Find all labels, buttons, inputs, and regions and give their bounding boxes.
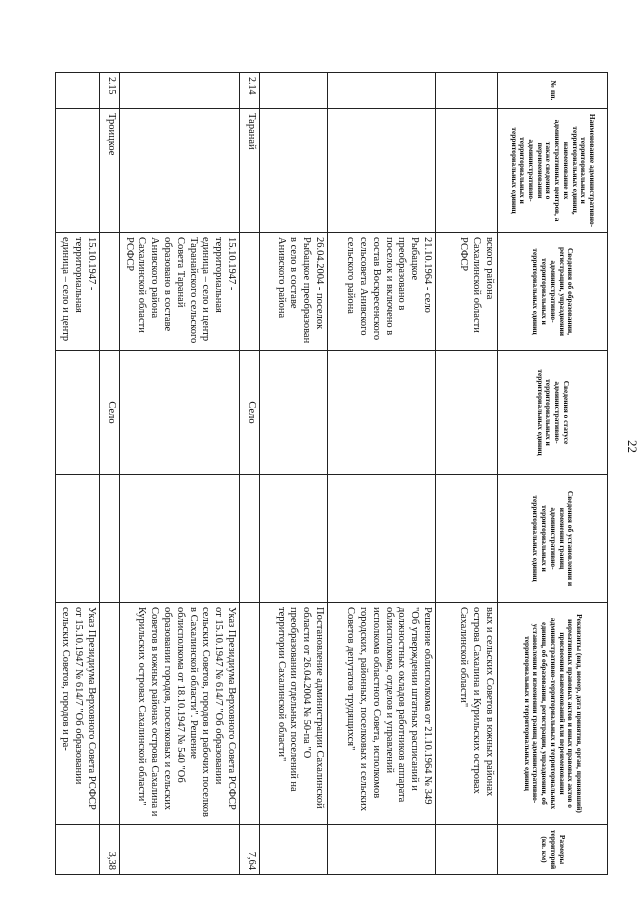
cell-num	[56, 73, 99, 109]
cell-borders	[260, 475, 328, 603]
cell-area	[328, 825, 436, 875]
registry-table	[55, 72, 608, 875]
header-name: Наименование административно-территориальных и территориальных единиц, наименование их административных центров, а также сведения о переименовании административно-территориальных и территориальных единиц	[498, 109, 608, 233]
cell-num: 2.15	[99, 73, 119, 109]
cell-area	[436, 825, 498, 875]
cell-borders	[436, 475, 498, 603]
cell-num: 2.14	[240, 73, 260, 109]
cell-num	[119, 73, 239, 109]
cell-name	[119, 109, 239, 233]
cell-formation: 21.10.1964 - село Рыбацкое преобразовано в поселок и включено в состав Воскресенского сельсовета Анивского сельского района	[328, 233, 436, 351]
cell-area: 7,64	[240, 825, 260, 875]
cell-status	[436, 351, 498, 475]
page-number: 22	[625, 440, 640, 453]
cell-name	[328, 109, 436, 233]
cell-status	[119, 351, 239, 475]
cell-acts	[240, 603, 260, 825]
table-row	[119, 73, 239, 875]
header-status: Сведения о статусе административно-территориальных и территориальных единиц	[498, 351, 608, 475]
header-area: Размеры территорий (кв. км)	[498, 825, 608, 875]
cell-formation	[99, 233, 119, 351]
cell-status: Село	[240, 351, 260, 475]
cell-area	[260, 825, 328, 875]
cell-acts: Решение облисполкома от 21.10.1964 № 349 "Об утверждении штатных расписаний и должностных окладов работников аппарата облисполкома, отделов и управлений исполкома областного Совета, исполкомов городских, районных, поселковых и сельских Советов депутатов трудящихся"	[328, 603, 436, 825]
cell-name: Троицкое	[99, 109, 119, 233]
cell-acts	[99, 603, 119, 825]
cell-area	[119, 825, 239, 875]
cell-status: Село	[99, 351, 119, 475]
table-row	[56, 73, 99, 875]
cell-status	[328, 351, 436, 475]
cell-num	[260, 73, 328, 109]
cell-status	[260, 351, 328, 475]
cell-num	[328, 73, 436, 109]
cell-formation: 15.10.1947 - территориальная единица – село и центр	[56, 233, 99, 351]
cell-formation: 15.10.1947 - территориальная единица – село и центр Таранайского сельского Совета Таранай образовано в составе Анивского района Сахалинской области РСФСР	[119, 233, 239, 351]
header-num: № пп.	[498, 73, 608, 109]
cell-borders	[119, 475, 239, 603]
table-row	[328, 73, 436, 875]
header-row	[498, 73, 608, 875]
cell-area: 3,38	[99, 825, 119, 875]
cell-name	[260, 109, 328, 233]
cell-status	[56, 351, 99, 475]
cell-acts: Указ Президиума Верховного Совета РСФСР от 15.10.1947 № 614/7 "Об образовании сельских Советов, городов и ра-	[56, 603, 99, 825]
table-row	[436, 73, 498, 875]
header-acts: Реквизиты (вид, номер, дата принятия, орган, принявший) нормативных правовых актов и иных правовых актов о присвоении наименований или переименовании административно-территориальных и территориальных единиц, об образовании, регистрации, упразднении, об установлении и изменении границ административно-территориальных и территориальных единиц	[498, 603, 608, 825]
header-borders: Сведения об установлении и изменении границ административно-территориальных и территориальных единиц	[498, 475, 608, 603]
cell-formation: вского района Сахалинской области РСФСР	[436, 233, 498, 351]
header-formation: Сведения об образовании, регистрации, упразднении административно-территориальных и территориальных единиц	[498, 233, 608, 351]
cell-formation: 26.04.2004 - поселок Рыбацкое преобразован в село в составе Анивского района	[260, 233, 328, 351]
cell-acts: Указ Президиума Верховного Совета РСФСР от 15.10.1947 № 614/7 "Об образовании сельских Советов, городов и рабочих поселков в Сахалинской области". Решение облисполкома от 18.10.1947 № 540 "Об образовании городов, поселковых и сельских Советов в южных районах острова Сахалина и Курильских островах Сахалинской области"	[119, 603, 239, 825]
cell-name: Таранай	[240, 109, 260, 233]
cell-acts: вых и сельских Советов в южных районах острова Сахалина и Курильских островах Сахалинской области"	[436, 603, 498, 825]
cell-borders	[328, 475, 436, 603]
cell-num	[436, 73, 498, 109]
cell-borders	[99, 475, 119, 603]
cell-acts: Постановление администрации Сахалинской области от 26.04.2004 № 50-па "О преобразовании отдельных поселений на территории Сахалинской области"	[260, 603, 328, 825]
cell-formation	[240, 233, 260, 351]
table-row	[240, 73, 260, 875]
cell-name	[56, 109, 99, 233]
cell-area	[56, 825, 99, 875]
cell-borders	[56, 475, 99, 603]
table-row	[260, 73, 328, 875]
table-row	[99, 73, 119, 875]
cell-name	[436, 109, 498, 233]
cell-borders	[240, 475, 260, 603]
